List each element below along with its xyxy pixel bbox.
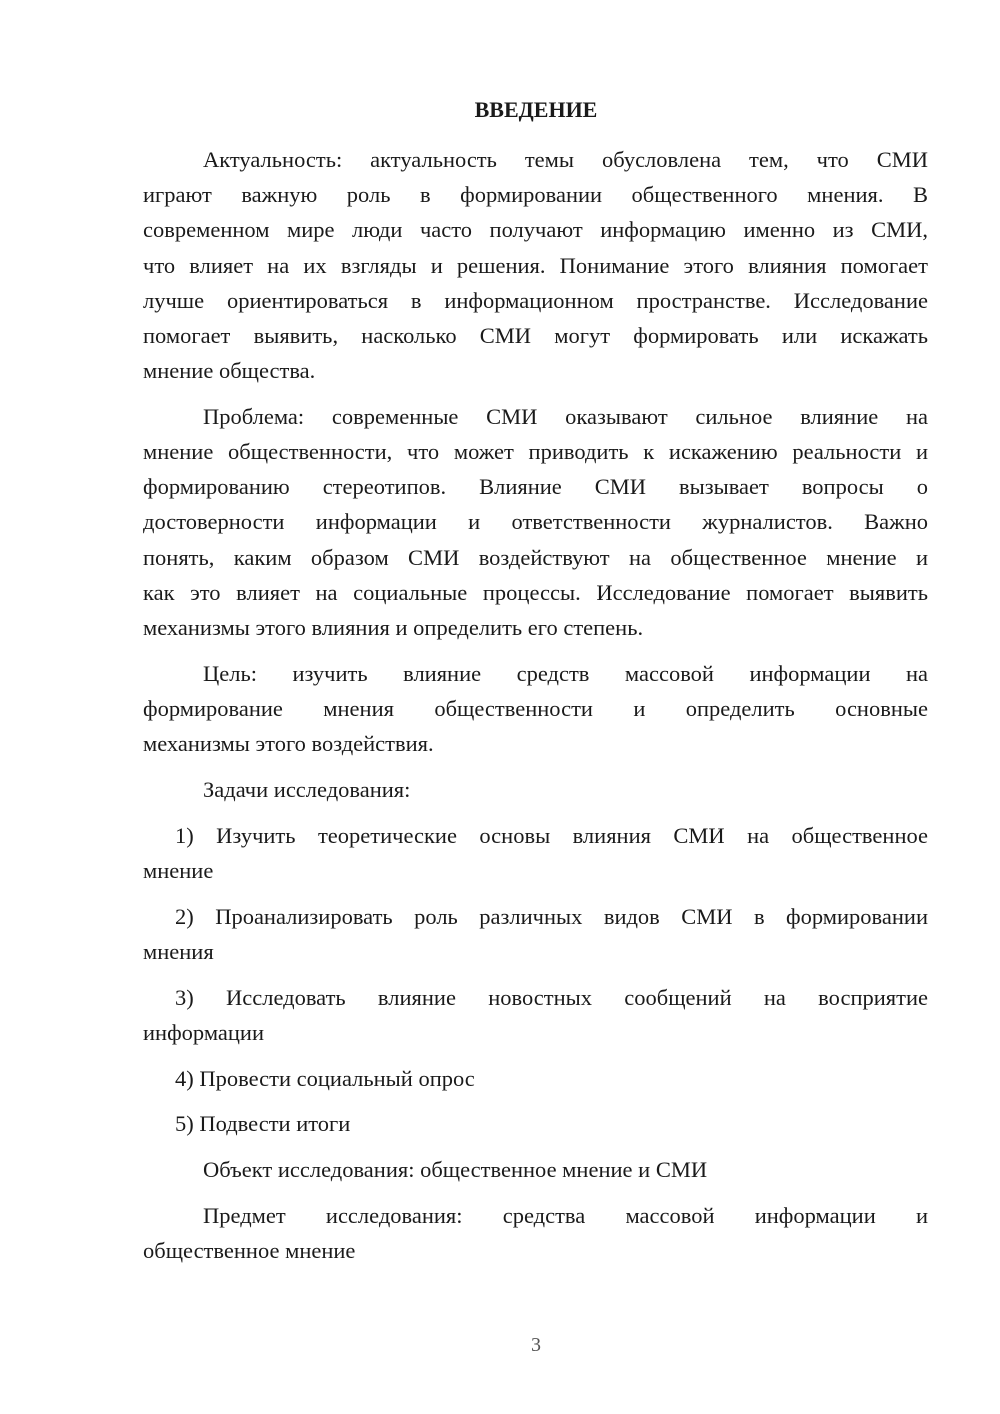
text-line: современном мире люди часто получают информацию именно из СМИ, — [143, 217, 928, 243]
paragraph — [143, 1152, 928, 1187]
text-line: Проблема: современные СМИ оказывают сильное влияние на — [203, 403, 928, 429]
paragraph — [143, 818, 928, 888]
text-line: 4) Провести социальный опрос — [175, 1065, 475, 1091]
text-line: достоверности информации и ответственности журналистов. Важно — [143, 509, 928, 535]
text-line: мнения — [143, 938, 214, 964]
page-number: 3 — [531, 1334, 541, 1356]
text-line: как это влияет на социальные процессы. Исследование помогает выявить — [143, 579, 928, 605]
text-line: Объект исследования: общественное мнение и СМИ — [203, 1157, 708, 1183]
text-line: формированию стереотипов. Влияние СМИ вызывает вопросы о — [143, 474, 928, 500]
paragraph — [143, 1198, 928, 1268]
text-line: 2) Проанализировать роль различных видов СМИ в формировании — [175, 903, 928, 929]
paragraph — [143, 1061, 928, 1096]
document-body — [143, 142, 928, 1279]
text-line: Цель: изучить влияние средств массовой информации на — [203, 660, 928, 686]
text-line: понять, каким образом СМИ воздействуют на общественное мнение и — [143, 544, 928, 570]
paragraph — [143, 772, 928, 807]
text-line: 5) Подвести итоги — [175, 1111, 351, 1137]
text-line: общественное мнение — [143, 1238, 356, 1264]
text-line: мнение общественности, что может приводить к искажению реальности и — [143, 439, 928, 465]
text-line: лучше ориентироваться в информационном пространстве. Исследование — [143, 287, 928, 313]
text-line: Предмет исследования: средства массовой информации и — [203, 1203, 928, 1228]
text-line: информации — [143, 1019, 265, 1045]
paragraph — [143, 1106, 928, 1141]
text-line: помогает выявить, насколько СМИ могут формировать или искажать — [143, 322, 928, 348]
text-line: мнение общества. — [143, 358, 316, 384]
paragraph — [143, 399, 928, 645]
paragraph — [143, 980, 928, 1050]
section-title: ВВЕДЕНИЕ — [474, 97, 598, 122]
text-line: формирование мнения общественности и определить основные — [143, 696, 928, 721]
text-line: 3) Исследовать влияние новостных сообщений на восприятие — [175, 984, 928, 1010]
text-line: Актуальность: актуальность темы обусловлена тем, что СМИ — [203, 147, 928, 172]
text-line: играют важную роль в формировании общественного мнения. В — [143, 182, 928, 208]
text-line: мнение — [143, 857, 214, 883]
paragraph — [143, 142, 928, 388]
paragraph — [143, 899, 928, 969]
text-line: Задачи исследования: — [203, 776, 411, 802]
text-line: что влияет на их взгляды и решения. Понимание этого влияния помогает — [143, 252, 928, 278]
text-line: механизмы этого влияния и определить его степень. — [143, 615, 644, 641]
text-line: механизмы этого воздействия. — [143, 731, 434, 757]
text-line: 1) Изучить теоретические основы влияния СМИ на общественное — [175, 822, 928, 848]
paragraph — [143, 656, 928, 762]
